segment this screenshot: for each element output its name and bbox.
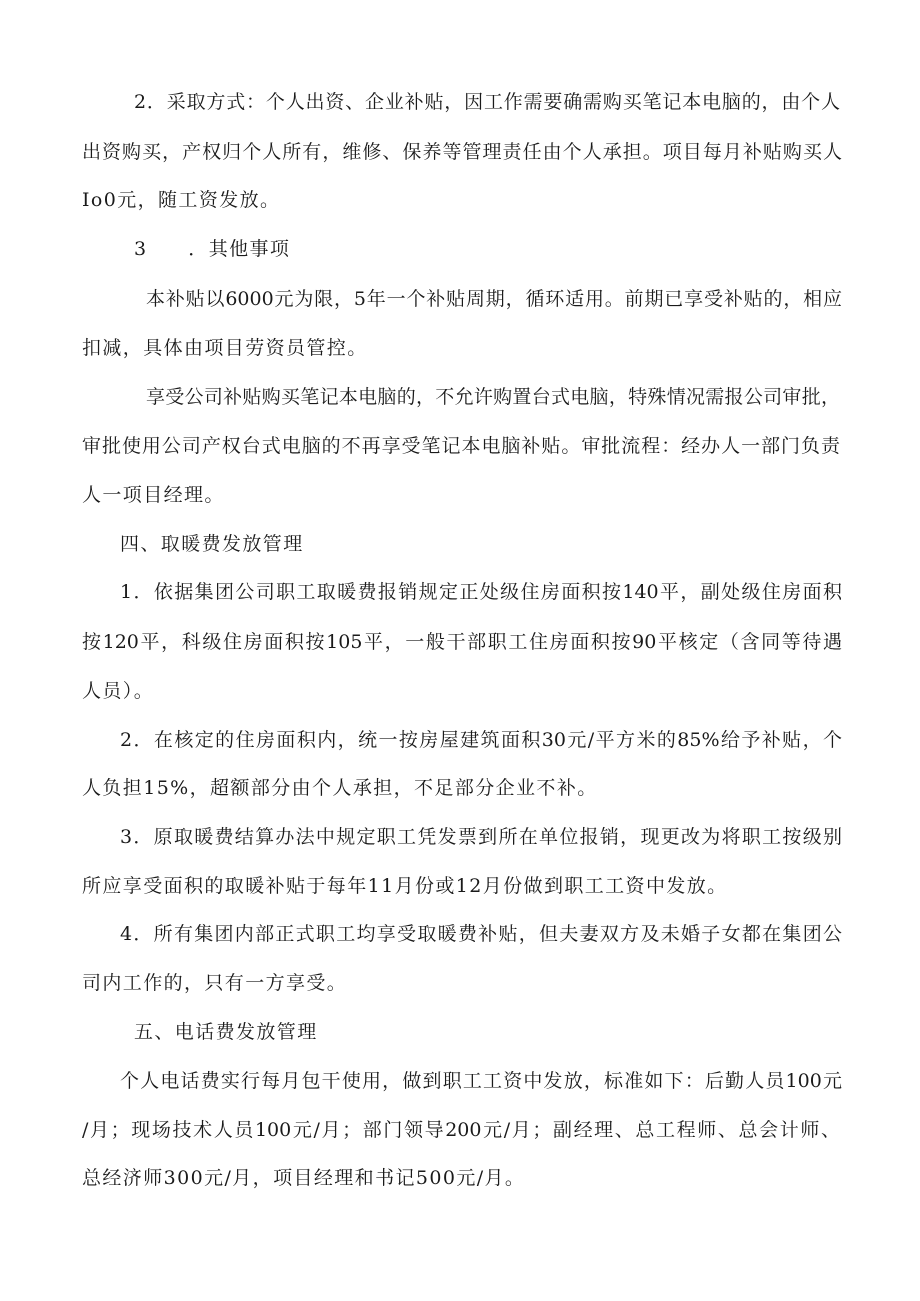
paragraph-line: 个人电话费实行每月包干使用，做到职工工资中发放，标准如下：后勤人员100元 bbox=[120, 1070, 842, 1092]
paragraph-line: 人一项目经理。 bbox=[82, 484, 225, 506]
section-heading: 五、电话费发放管理 bbox=[134, 1021, 318, 1043]
paragraph-line: 按120平，科级住房面积按105平，一般干部职工住房面积按90平核定（含同等待遇 bbox=[82, 631, 842, 653]
paragraph-line: 本补贴以6000元为限，5年一个补贴周期，循环适用。前期已享受补贴的，相应 bbox=[146, 288, 842, 310]
paragraph-line: /月；现场技术人员100元/月；部门领导200元/月；副经理、总工程师、总会计师、 bbox=[82, 1119, 840, 1141]
paragraph-line: 扣减，具体由项目劳资员管控。 bbox=[82, 337, 368, 359]
paragraph-line: 总经济师300元/月，项目经理和书记500元/月。 bbox=[82, 1167, 526, 1189]
paragraph-line: 出资购买，产权归个人所有，维修、保养等管理责任由个人承担。项目每月补贴购买人 bbox=[82, 141, 842, 163]
paragraph-line: 司内工作的，只有一方享受。 bbox=[82, 972, 348, 994]
section-heading: 四、取暖费发放管理 bbox=[120, 533, 304, 555]
paragraph-line: 审批使用公司产权台式电脑的不再享受笔记本电脑补贴。审批流程：经办人一部门负责 bbox=[82, 435, 840, 457]
paragraph-line: 2．采取方式：个人出资、企业补贴，因工作需要确需购买笔记本电脑的，由个人 bbox=[134, 91, 840, 113]
paragraph-line: 享受公司补贴购买笔记本电脑的，不允许购置台式电脑，特殊情况需报公司审批， bbox=[146, 386, 840, 408]
paragraph-line: Io0元，随工资发放。 bbox=[82, 189, 281, 211]
section-heading: 3 ．其他事项 bbox=[134, 238, 291, 260]
paragraph-line: 1．依据集团公司职工取暖费报销规定正处级住房面积按140平，副处级住房面积 bbox=[120, 581, 842, 603]
paragraph-line: 人员）。 bbox=[82, 680, 155, 702]
paragraph-line: 所应享受面积的取暖补贴于每年11月份或12月份做到职工工资中发放。 bbox=[82, 875, 728, 897]
paragraph-line: 4．所有集团内部正式职工均享受取暖费补贴，但夫妻双方及未婚子女都在集团公 bbox=[120, 923, 842, 945]
paragraph-line: 3．原取暖费结算办法中规定职工凭发票到所在单位报销，现更改为将职工按级别 bbox=[120, 826, 842, 848]
paragraph-line: 2．在核定的住房面积内，统一按房屋建筑面积30元/平方米的85%给予补贴，个 bbox=[120, 729, 842, 751]
paragraph-line: 人负担15%，超额部分由个人承担，不足部分企业不补。 bbox=[82, 777, 598, 799]
